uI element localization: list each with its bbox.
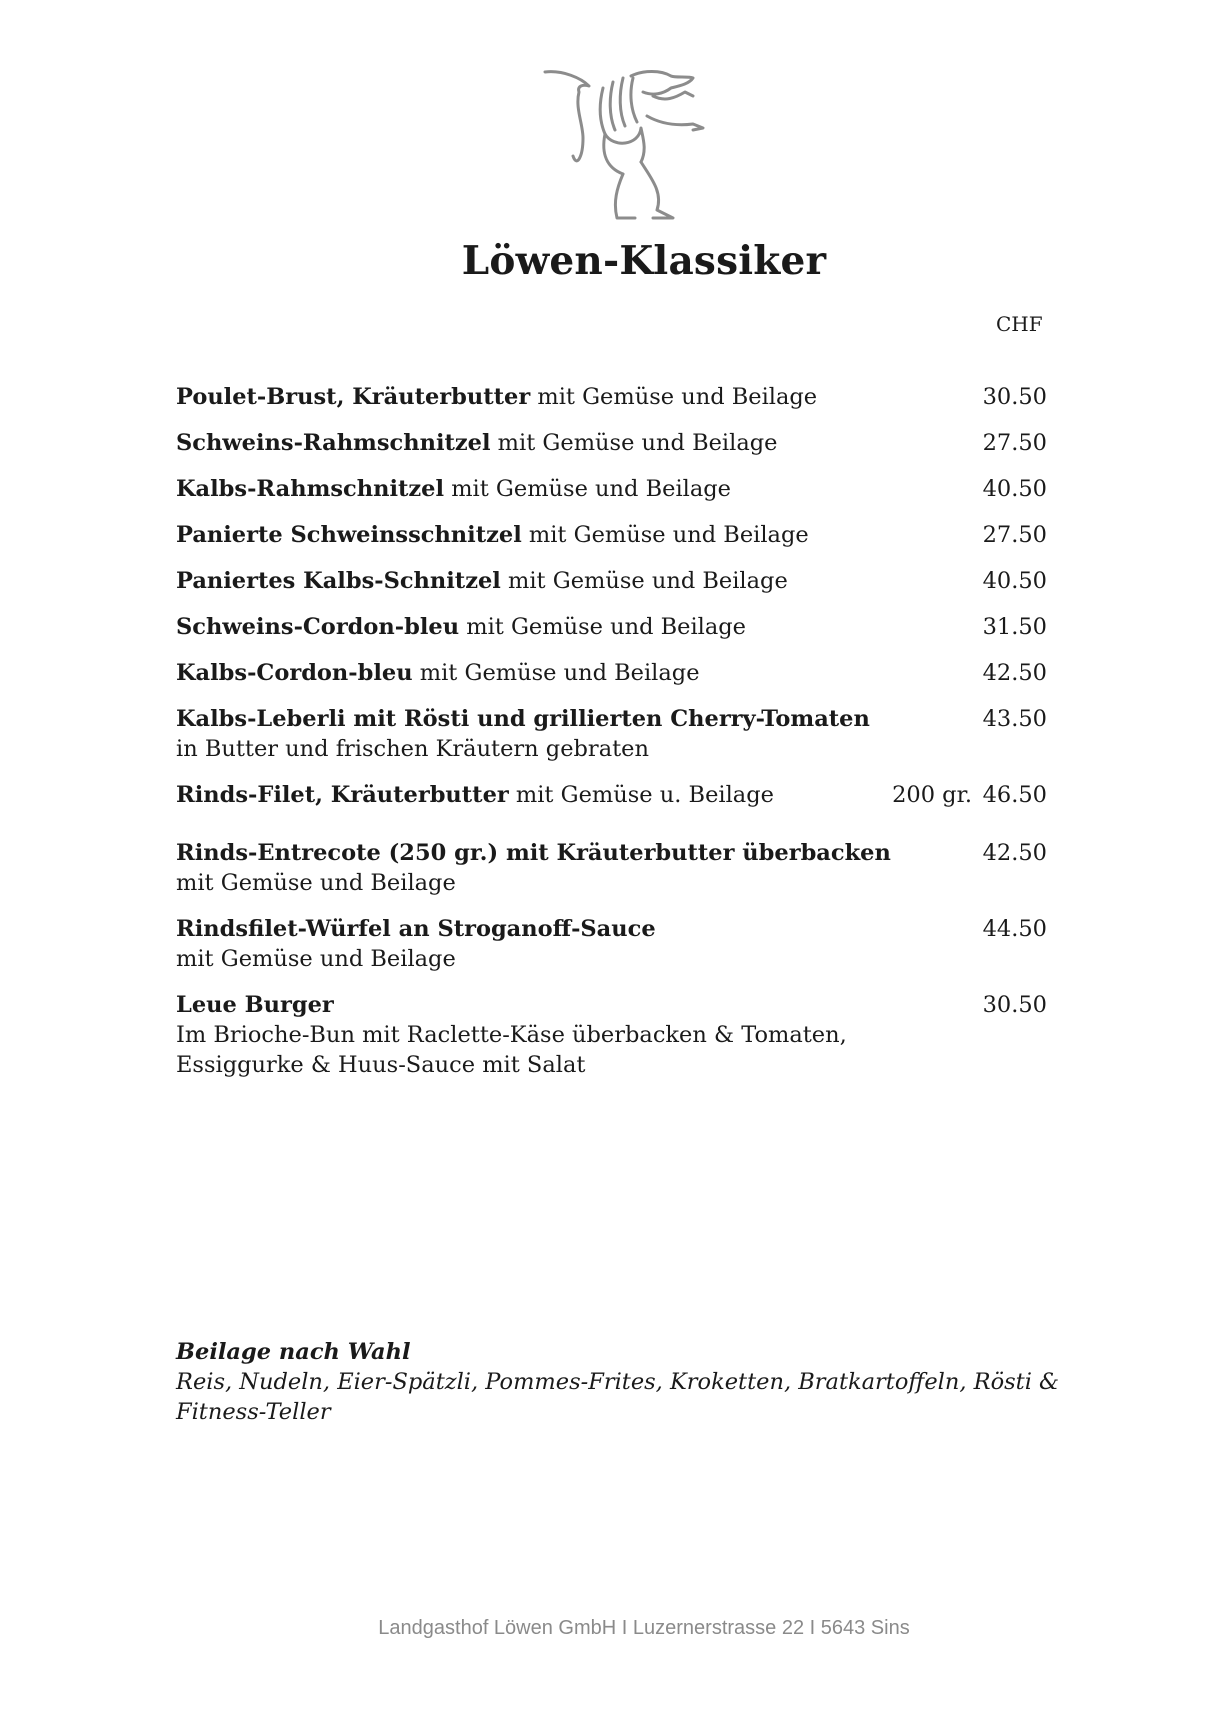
item-weight: 200 gr. [892,782,972,808]
menu-item [176,520,1052,550]
menu-item [176,780,1052,810]
item-name: Leue Burger [176,992,334,1018]
item-price: 27.50 [982,430,1047,456]
item-name: Rinds-Filet, Kräuterbutter [176,782,509,808]
item-price: 31.50 [982,614,1047,640]
item-price: 30.50 [982,992,1047,1018]
page-title: Löwen-Klassiker [461,238,827,284]
item-price: 40.50 [982,568,1047,594]
sides-section [176,1337,1076,1427]
item-price: 30.50 [982,384,1047,410]
menu-item [176,704,1052,764]
menu-item [176,566,1052,596]
item-suffix: mit Gemüse und Beilage [412,660,700,686]
menu-item [176,382,1052,412]
item-name: Kalbs-Cordon-bleu [176,660,413,686]
item-name: Kalbs-Rahmschnitzel [176,476,445,502]
item-name: Rinds-Entrecote (250 gr.) mit Kräuterbutter überbacken [176,840,891,866]
menu-item [176,612,1052,642]
item-name: Poulet-Brust, Kräuterbutter [176,384,531,410]
sides-title: Beilage nach Wahl [176,1339,411,1365]
menu-item [176,990,1052,1080]
item-price: 43.50 [982,706,1047,732]
lion-rampant-icon [543,68,718,223]
item-name: Paniertes Kalbs-Schnitzel [176,568,501,594]
item-price: 42.50 [982,840,1047,866]
menu-item [176,474,1052,504]
footer-address: Landgasthof Löwen GmbH I Luzernerstrasse 22 I 5643 Sins [378,1617,910,1639]
item-description: Im Brioche-Bun mit Raclette-Käse überbacken & Tomaten, Essiggurke & Huus-Sauce mit Salat [176,1022,847,1078]
item-name: Kalbs-Leberli mit Rösti und grillierten Cherry-Tomaten [176,706,870,732]
item-suffix: mit Gemüse und Beilage [459,614,746,640]
menu-item [176,914,1052,974]
menu-item [176,428,1052,458]
item-suffix: mit Gemüse und Beilage [530,384,818,410]
sides-list: Reis, Nudeln, Eier-Spätzli, Pommes-Frites, Kroketten, Bratkartoffeln, Rösti & Fitness-Teller [176,1369,1060,1425]
item-description: mit Gemüse und Beilage [176,946,456,972]
item-suffix: mit Gemüse und Beilage [500,568,788,594]
item-price: 40.50 [982,476,1047,502]
menu-list [176,382,1052,1096]
item-price: 46.50 [982,782,1047,808]
item-suffix: mit Gemüse und Beilage [444,476,731,502]
item-price: 44.50 [982,916,1047,942]
item-name: Schweins-Cordon-bleu [176,614,460,640]
item-name: Panierte Schweinsschnitzel [176,522,522,548]
item-description: in Butter und frischen Kräutern gebraten [176,736,649,762]
menu-item [176,658,1052,688]
menu-item [176,838,1052,898]
currency-label: CHF [996,312,1043,336]
item-name: Rindsfilet-Würfel an Stroganoff-Sauce [176,916,656,942]
item-price: 27.50 [982,522,1047,548]
item-price: 42.50 [982,660,1047,686]
item-suffix: mit Gemüse und Beilage [521,522,809,548]
item-suffix: mit Gemüse u. Beilage [508,782,774,808]
item-name: Schweins-Rahmschnitzel [176,430,491,456]
item-suffix: mit Gemüse und Beilage [490,430,778,456]
item-description: mit Gemüse und Beilage [176,870,456,896]
